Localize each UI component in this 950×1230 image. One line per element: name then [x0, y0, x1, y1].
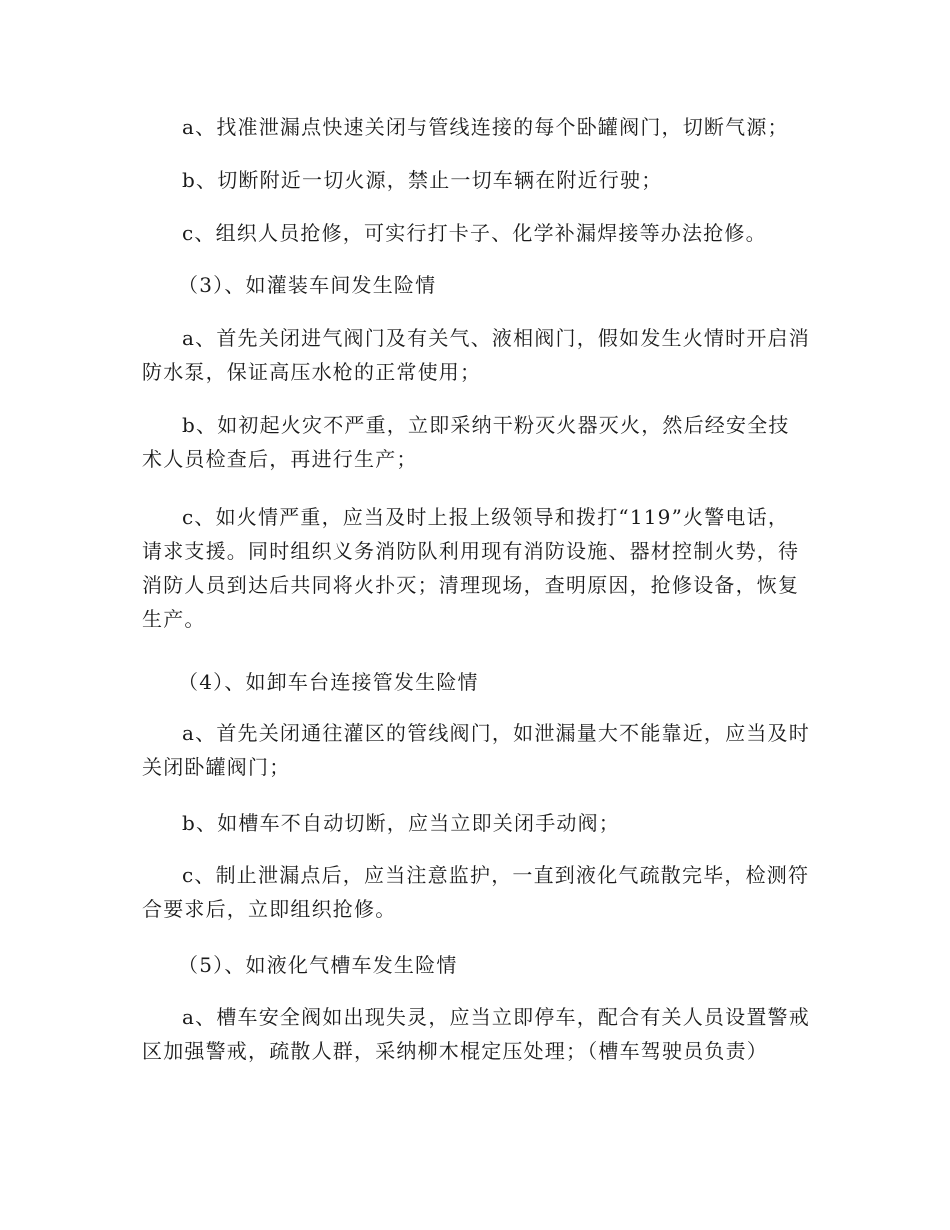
- paragraph-initial-fire: b、如初起火灾不严重，立即采纳干粉灭火器灭火，然后经安全技术人员检查后，再进行生产；: [142, 413, 790, 471]
- paragraph-serious-fire: c、如火情严重，应当及时上报上级领导和拨打“119”火警电话，请求支援。同时组织义务消防队利用现有消防设施、器材控制火势，待消防人员到达后共同将火扑灭；清理现场，查明原因，抢修设备，恢复生产。: [142, 505, 800, 631]
- paragraph-close-pipeline-valves: a、首先关闭通往灌区的管线阀门，如泄漏量大不能靠近，应当及时关闭卧罐阀门；: [142, 721, 810, 779]
- paragraph-monitor-leak: c、制止泄漏点后，应当注意监护，一直到液化气疏散完毕，检测符合要求后，立即组织抢修。: [142, 863, 810, 921]
- paragraph-cut-fire-sources: b、切断附近一切火源，禁止一切车辆在附近行驶；: [182, 168, 663, 192]
- paragraph-close-tank-valves: a、找准泄漏点快速关闭与管线连接的每个卧罐阀门，切断气源；: [182, 115, 789, 139]
- paragraph-manual-valve: b、如槽车不自动切断，应当立即关闭手动阀；: [182, 811, 621, 835]
- section-heading-5: （5）、如液化气槽车发生险情: [178, 953, 458, 977]
- section-heading-3: （3）、如灌装车间发生险情: [178, 273, 437, 297]
- paragraph-close-intake-valves: a、首先关闭进气阀门及有关气、液相阀门，假如发生火情时开启消防水泵，保证高压水枪的正常使用；: [142, 326, 810, 384]
- section-heading-4: （4）、如卸车台连接管发生险情: [178, 670, 479, 694]
- paragraph-organize-repair: c、组织人员抢修，可实行打卡子、化学补漏焊接等办法抢修。: [182, 221, 767, 245]
- paragraph-tanker-safety-valve: a、槽车安全阀如出现失灵，应当立即停车，配合有关人员设置警戒区加强警戒，疏散人群，采纳柳木棍定压处理；（槽车驾驶员负责）: [142, 1005, 810, 1063]
